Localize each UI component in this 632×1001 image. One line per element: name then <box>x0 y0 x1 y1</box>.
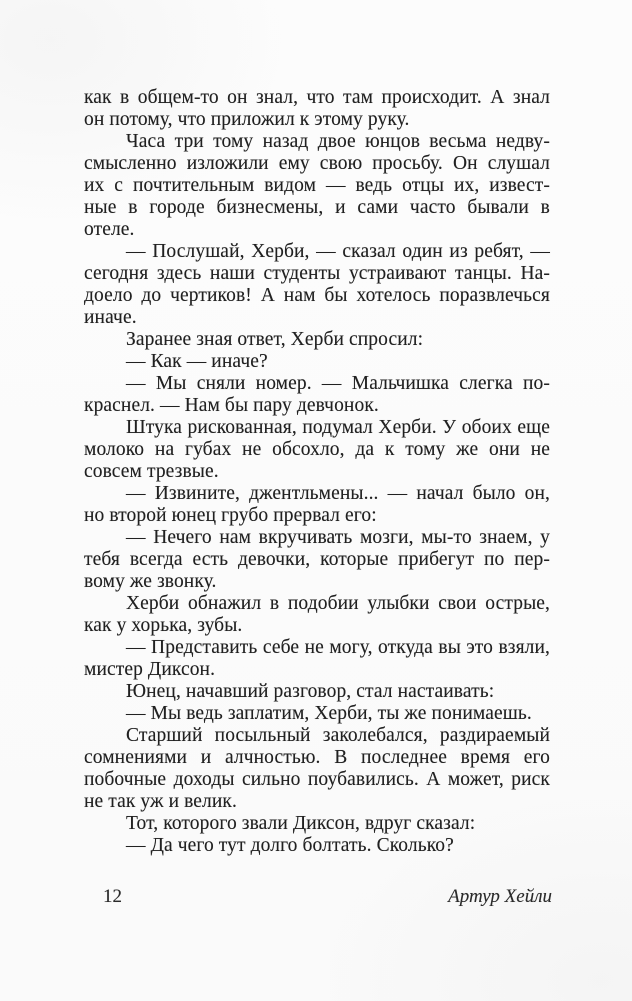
text-line: — Мы ведь заплатим, Херби, ты же понимаешь. <box>126 703 532 724</box>
running-author: Артур Хейли <box>448 886 552 907</box>
paragraph <box>84 527 550 593</box>
text-line: он потому, что приложил к этому руку. <box>84 109 410 130</box>
text-line: вому же звонку. <box>84 571 217 592</box>
paragraph <box>84 329 550 351</box>
text-line: Тот, которого звали Диксон, вдруг сказал: <box>126 813 476 834</box>
text-line: — Мы сняли номер. — Мальчишка слегка по- <box>126 373 550 394</box>
page-number: 12 <box>103 886 122 907</box>
paragraph <box>84 637 550 681</box>
paragraph <box>84 241 550 329</box>
text-line: — Представить себе не могу, откуда вы это взяли, <box>126 637 550 658</box>
text-line: Старший посыльный заколебался, раздираемый <box>126 725 550 746</box>
page-footer <box>84 886 552 908</box>
text-line: — Как — иначе? <box>126 351 268 372</box>
paragraph <box>84 835 550 857</box>
text-line: краснел. — Нам бы пару девчонок. <box>84 395 379 416</box>
text-line: — Да чего тут долго болтать. Сколько? <box>126 835 454 856</box>
text-line: — Нечего нам вкручивать мозги, мы-то знаем, у <box>126 527 550 548</box>
text-line: доело до чертиков! А нам бы хотелось поразвлечься <box>84 285 550 306</box>
page-text-block <box>84 87 550 857</box>
text-line: мистер Диксон. <box>84 659 216 680</box>
text-line: молоко на губах не обсохло, да к тому же они не <box>84 439 550 460</box>
paragraph <box>84 813 550 835</box>
text-line: как в общем-то он знал, что там происходит. А знал <box>84 87 550 108</box>
text-line: их с почтительным видом — ведь отцы их, извест- <box>84 175 550 196</box>
text-line: Штука рискованная, подумал Херби. У обоих еще <box>126 417 550 438</box>
text-line: — Послушай, Херби, — сказал один из ребят, — <box>126 241 550 262</box>
text-line: как у хорька, зубы. <box>84 615 243 636</box>
text-line: побочные доходы сильно поубавились. А может, риск <box>84 769 550 790</box>
text-line: Херби обнажил в подобии улыбки свои острые, <box>126 593 550 614</box>
text-line: сегодня здесь наши студенты устраивают танцы. На- <box>84 263 550 284</box>
text-line: но второй юнец грубо прервал его: <box>84 505 377 526</box>
paragraph <box>84 593 550 637</box>
text-line: Заранее зная ответ, Херби спросил: <box>126 329 424 350</box>
text-line: иначе. <box>84 307 137 328</box>
paragraph <box>84 87 550 131</box>
text-line: ные в городе бизнесмены, и сами часто бывали в <box>84 197 550 218</box>
text-line: смысленно изложили ему свою просьбу. Он слушал <box>84 153 550 174</box>
text-line: Часа три тому назад двое юнцов весьма недву- <box>126 131 550 152</box>
paragraph <box>84 483 550 527</box>
paragraph <box>84 351 550 373</box>
paragraph <box>84 417 550 483</box>
paragraph <box>84 703 550 725</box>
paragraph <box>84 131 550 241</box>
paragraph <box>84 725 550 813</box>
paragraph <box>84 681 550 703</box>
text-line: Юнец, начавший разговор, стал настаивать: <box>126 681 495 702</box>
paragraph <box>84 373 550 417</box>
text-line: тебя всегда есть девочки, которые прибегут по пер- <box>84 549 550 570</box>
text-line: совсем трезвые. <box>84 461 219 482</box>
text-line: — Извините, джентльмены... — начал было он, <box>126 483 550 504</box>
text-line: сомнениями и алчностью. В последнее время его <box>84 747 550 768</box>
text-line: не так уж и велик. <box>84 791 237 812</box>
text-line: отеле. <box>84 219 135 240</box>
